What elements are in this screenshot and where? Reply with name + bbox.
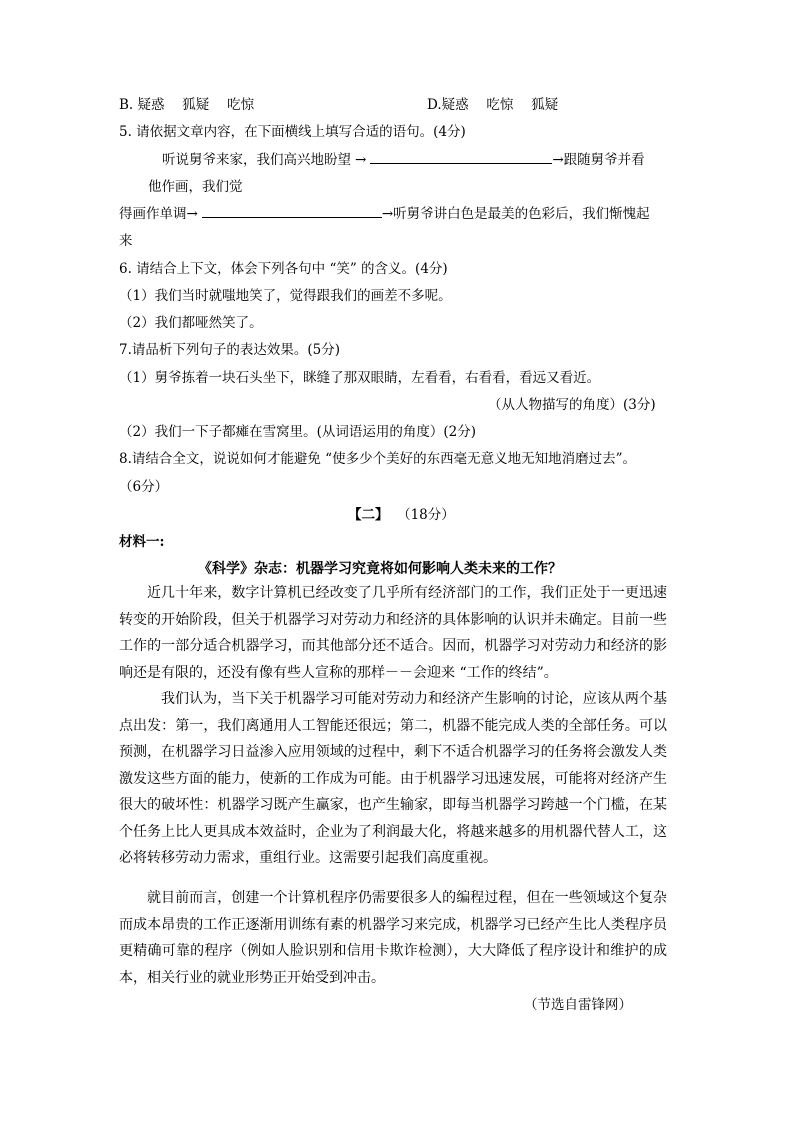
option-d: D.疑惑 吃惊 狐疑	[427, 97, 559, 113]
q5-stem: 5. 请依据文章内容，在下面横线上填写合适的语句。(4分)	[119, 124, 466, 140]
q7-sentence-2: （2）我们一下子都瘫在雪窝里。(从词语运用的角度）(2分)	[119, 424, 476, 440]
q5-line3-text-b: 听舅爷讲白色是最美的色彩后，我们惭愧起	[393, 206, 650, 222]
q5-line1-text-b: 跟随舅爷并看	[563, 152, 645, 168]
q5-line1	[162, 151, 645, 169]
q7-sentence-1: （1）舅爷拣着一块石头坐下，眯缝了那双眼睛，左看看，右看看，看远又看近。	[119, 370, 601, 386]
arrow-icon: →	[552, 152, 564, 168]
article-paragraph-2: 我们认为，当下关于机器学习可能对劳动力和经济产生影响的讨论，应该从两个基点出发：第一，我们离通用人工智能还很远；第二，机器不能完成人类的全部任务。可以预测，在机器学习日益渗入应用领域的过程中，剩下不适合机器学习的任务将会激发人类激发这些方面的能力，使新的工作成为可能。由于机器学习迅速发展，可能将对经济产生很大的破坏性：机器学习既产生赢家，也产生输家，即每当机器学习跨越一个门槛，在某个任务上比人更具成本效益时，企业为了利润最大化，将越来越多的用机器代替人工，这必将转移劳动力需求，重组行业。这需要引起我们高度重视。	[119, 691, 667, 866]
article-title: 《科学》杂志：机器学习究竟将如何影响人类未来的工作？	[198, 561, 562, 577]
q5-line4: 来	[119, 233, 133, 249]
section-label: 【二】	[348, 507, 389, 523]
article-paragraph-3: 就目前而言，创建一个计算机程序仍需要很多人的编程过程，但在一些领域这个复杂而成本昂贵的工作正逐渐用训练有素的机器学习来完成，机器学习已经产生比人类程序员更精确可靠的程序（例如人脸识别和信用卡欺诈检测），大大降低了程序设计和维护的成本，相关行业的就业形势正开始受到冲击。	[119, 890, 667, 986]
q5-line3-text-a: 得画作单调	[119, 206, 187, 222]
q6-sentence-1: （1）我们当时就嗤地笑了，觉得跟我们的画差不多呢。	[119, 288, 452, 304]
q7-stem: 7.请品析下列句子的表达效果。(5分)	[119, 342, 341, 358]
arrow-icon: →	[381, 206, 394, 222]
answer-blank-1[interactable]	[370, 151, 552, 164]
article-source: （节选自雷锋网）	[524, 997, 632, 1013]
section-heading	[348, 506, 455, 524]
q8-stem: 8.请结合全文，说说如何才能避免 “使多少个美好的东西毫无意义地无知地消磨过去”。	[119, 451, 636, 467]
option-b: B. 疑惑 狐疑 吃惊	[119, 97, 255, 113]
section-score: （18分）	[397, 507, 455, 523]
q6-sentence-2: （2）我们都哑然笑了。	[119, 315, 263, 331]
answer-blank-2[interactable]	[202, 205, 382, 218]
q7-sentence-1-note: （从人物描写的角度）(3分)	[488, 397, 656, 413]
article-paragraph-1: 近几十年来，数字计算机已经改变了几乎所有经济部门的工作，我们正处于一更迅速转变的开始阶段，但关于机器学习对劳动力和经济的具体影响的认识并未确定。目前一些工作的一部分适合机器学习，而其他部分还不适合。因而，机器学习对劳动力和经济的影响还是有限的，还没有像有些人宣称的那样－－会迎来 “工作的终结”。	[119, 585, 667, 681]
q5-line3	[119, 205, 650, 223]
q6-stem: 6. 请结合上下文，体会下列各句中 “笑” 的含义。(4分)	[119, 261, 448, 277]
arrow-icon: →	[186, 206, 198, 222]
q8-score: （6分）	[119, 479, 169, 495]
q5-line2: 他作画，我们觉	[148, 179, 243, 195]
arrow-icon: →	[355, 152, 367, 168]
material-label: 材料一:	[119, 534, 165, 550]
q5-line1-text-a: 听说舅爷来家，我们高兴地盼望	[162, 152, 351, 168]
